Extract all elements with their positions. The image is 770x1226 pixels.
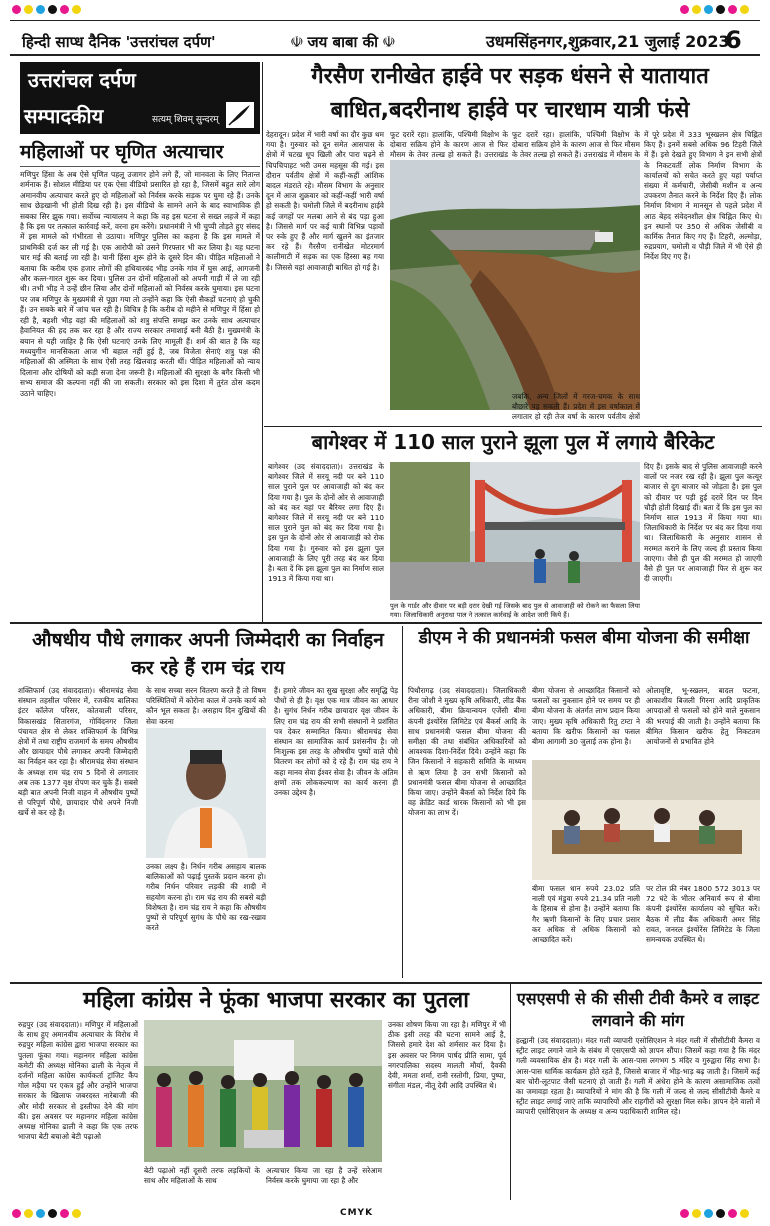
yellow-dot xyxy=(740,1209,749,1218)
yellow-dot xyxy=(72,1209,81,1218)
insurance-column-2-top: बीमा योजना से आच्छादित किसानों को फसलों का नुकसान होने पर समय पर ही बीमा योजना के अंतर्गत लाभ प्रदान किया जाए। मुख्य कृषि अधिकारी रितु टम्टा ने बताया कि खरीफ किसानों का फसल बीमा आगामी 30 जुलाई तक होना है। xyxy=(532,686,640,747)
landslide-photo xyxy=(390,160,640,410)
cyan-dot xyxy=(704,1209,713,1218)
masthead-bottom-rule xyxy=(10,54,760,56)
insurance-column-1: पिथौरागढ़ (उद संवाददाता)। जिलाधिकारी रीना जोशी ने मुख्य कृषि अधिकारी, लीड बैंक अधिकारी, बीमा क्रियान्वयन एजेंसी बीमा कंपनी इंश्योरेंस लिमिटेड एवं बैंकर्स आदि के साथ प्रधानमंत्री फसल बीमा योजना की समीक्षा की तथा संबंधित अधिकारियों को आवश्यक दिशा-निर्देश दिये। उन्होंने कहा कि जिन किसानों ने सहकारी समिति के माध्यम से ऋण लिया है उन सभी किसानों को प्रधानमंत्री फसल बीमा योजना से आच्छादित किया जाए। उन्होंने बैंकर्स को निर्देश दिये कि वह क्रेडिट कार्ड धारक किसानों को भी इस योजना का लाभ दें। xyxy=(408,686,526,818)
portrait-photo xyxy=(146,728,266,858)
herbal-column-1: शक्तिफार्म (उद संवाददाता)। श्रीरामचंद्र सेवा संस्थान तहसील परिसर में, रजकीय बालिका इंटर कॉलेज परिसर, कोतवाली परिसर, विकासखंड सितारगंज, गोविंदनगर जिला पंचायत क्षेत्र से लेकर शक्तिफार्म के विभिन्न क्षेत्रों में तथा राष्ट्रीय राजमार्ग के समय औषधीय और छायादार पौधे लगाकर अपनी जिम्मेदारी का निर्वहन कर रहा है। श्रीरामचंद्र सेवा संस्थान के अध्यक्ष राम चंद्र राय 5 दिनों से लगातार अब तक 1377 वृक्ष रोपण कर चुके हैं। सबसे बड़ी बात अपनी निजी वाहन में औषधीय पुष्पों से परिपूर्ण पौधे, छायादार पौधे अपने निजी खर्चे से कर रहे हैं। xyxy=(18,686,138,818)
insurance-column-2-bottom: बीमा फसल धान रुपये 23.02 प्रति नाली एवं मंडुवा रुपये 21.34 प्रति नाली के हिसाब से होना है। उन्होंने बताया कि गैर ऋणी किसानों के लिए प्रचार प्रसार कर अधिक से अधिक किसानों को आच्छादित करें। xyxy=(532,884,640,945)
yellow-dot xyxy=(692,5,701,14)
magenta-dot xyxy=(680,1209,689,1218)
dateline: उधमसिंहनगर,शुक्रवार,21 जुलाई 2023 xyxy=(486,32,730,51)
quill-pen-icon xyxy=(226,102,254,128)
magenta-dot xyxy=(728,5,737,14)
editorial-body: मणिपुर हिंसा के अब ऐसे घृणित पहलू उजागर होने लगे हैं, जो मानवता के लिए नितान्त शर्मनाक हैं। सोशल मीडिया पर एक ऐसा वीडियो प्रसारित हो रहा है, जिसमें बहुत सारे लोग अमानवीय अत्याचार करते हुए दो महिलाओं को निर्वस्त्र करके सड़क पर घुमा रहे हैं। उनके साथ छेड़खानी भी होती दिख रही है। इस वीडियो के सामने आने के बाद स्वाभाविक ही सबका सिर झुक गया। सर्वोच्च न्यायालय ने कहा कि वह इस घटना से सख्त लहजे में कहा है कि इस पर तत्काल कार्रवाई करें, वरना हम करेंगे। प्रधानमंत्री ने भी चुप्पी तोड़ते हुए संसद में इस मामले को गंभीरता से उठाया। मणिपुर पुलिस का कहना है कि इस मामले में प्राथमिकी दर्ज कर ली गई है। एक आरोपी को उसने गिरफ्तार भी कर लिया है। यह घटना चार मई की बताई जा रही है। यानी हिंसा शुरू होने के दूसरे दिन की। पीड़ित महिलाओं ने बताया कि करीब एक हजार लोगों की हथियारबंद भीड़ उनके गांव में घुस आई, आगजनी और कत्ल-गारत शुरू कर दिया। पुलिस उन दोनों महिलाओं को अपनी गाड़ी में ले जा रही थी। तभी भीड़ ने उन्हें छीन लिया और दोनों महिलाओं को निर्वस्त्र करके घुमाया। इस घटना पर जब मणिपुर के मुख्यमंत्री से पूछा गया तो उन्होंने कहा कि ऐसी सैकड़ों घटनाएं हो चुकी हैं। उन सबके बारे में जांच चल रही है। विचित्र है कि करीब दो महीने से मणिपुर में हिंसा हो रही है, बहशी भीड़ वहां की महिलाओं को शत्रु संपत्ति समझ कर उनके साथ अत्याचार हैवानियत की हद तक कर रहा है और राज्य सरकार तमाशाई बनी बैठी है। मुख्यमंत्री के बयान से यही जाहिर है कि ऐसी घटनाएं उनके लिए मामूली हैं। शर्म की बात है कि यह मध्ययुगीन मानसिकता आज भी बहाल नहीं हुई है, जब विजेता सेनाएं शत्रु पक्ष की महिलाओं की अस्मिता के साथ ऐसी तरह खिलवाड़ करती थीं। पीड़ित महिलाओं को न्याय दिलाना और दोषियों को कड़ी सजा देना जरूरी है। महिलाओं की सुरक्षा के बगैर किसी भी सभ्य समाज की कल्पना नहीं की जा सकती। सरकार को इस दिशा में तुरंत ठोस कदम उठाने चाहिए। xyxy=(20,166,260,663)
registration-dots-left xyxy=(12,1209,81,1219)
section-rule xyxy=(10,622,762,624)
bridge-column-4: दिए हैं। इसके बाद से पुलिस आवाजाही करने वालों पर नजर रख रही है। झूला पुल कत्यूर बाजार से दुग बाजार को जोड़ता है। इस पुल को दीवार पर पड़ी हुई दरारें दिन पर दिन चौड़ी होती दिखाई दीं। बता दें कि इस पुल का निर्माण साल 1913 में किया गया था। जिलाधिकारी के निर्देश पर बंद कर दिया गया था। जिलाधिकारी के अनुसार शासन से मरम्मत कराने के लिए जल्द ही प्रस्ताव किया जाएगा। जैसे ही पुल की मरम्मत हो जाएगी वैसे ही पुल पर आवाजाही फिर से शुरू कर दी जाएगी। xyxy=(644,462,762,584)
editorial-motto: सत्यम् शिवम् सुन्दरम् xyxy=(152,115,219,125)
editorial-headline: महिलाओं पर घृणित अत्याचार xyxy=(20,141,224,163)
herbal-column-2-top: के साथ सच्चा सरन वितरण करते हैं तो विषम परिस्थितियों में कोरोना काल में उनके कार्य को कौन भूल सकता है। असहाय दिन दुखियों की सेवा करना xyxy=(146,686,266,726)
column-divider xyxy=(402,626,403,978)
footer xyxy=(0,1202,770,1226)
cyan-dot xyxy=(36,5,45,14)
lead-column-2-bottom xyxy=(390,410,508,422)
black-dot xyxy=(716,5,725,14)
congress-column-1: रुद्रपुर (उद संवाददाता)। मणिपुर में महिलाओं के साथ हुए अमानवीय अत्याचार के विरोध में रुद्रपुर महिला कांग्रेस द्वारा भाजपा सरकार का पुतला फूंका गया। महानगर महिला कांग्रेस कमेटी की अध्यक्ष मोनिका ढाली के नेतृत्व में दर्जनों महिला कांग्रेस कार्यकर्ता ट्रांजिट कैंप गोल मड़ैया पर एकत्र हुईं और उन्होंने भाजपा सरकार के खिलाफ जबरदस्त नारेबाजी की और मोदी सरकार से इस्तीफा देने की मांग की। इस अवसर पर महानगर महिला कांग्रेस अध्यक्ष मोनिका ढाली ने कहा कि एक तरफ भाजपा बेटी बचाओ बेटी पढ़ाओ xyxy=(18,1020,138,1142)
insurance-column-3-top: ओलावृष्टि, भू-स्खलन, बादल फटना, आकाशीय बिजली गिरना आदि प्राकृतिक आपदाओं से फसलों को होने वाले नुकसान की भरपाई की जाती है। उन्होंने बताया कि बीमित किसान खरीफ हेतु निकटतम आयोजनों से प्रभावित होने xyxy=(646,686,760,747)
paper-name: हिन्दी साप्ध दैनिक 'उत्तरांचल दर्पण' xyxy=(22,33,216,51)
herbal-column-3: हैं। हमारे जीवन का सुख सुरक्षा और समृद्धि पेड़ पौधों से ही है। वृक्ष एक मात्र जीवन का आधार है। सुगंध निर्धन गरीब छायादार वृक्ष जीवन के लिए राम चंद्र राय की सभी संस्थानों ने प्रशंसित पत्र देकर सम्मानित किया। श्रीरामचंद्र सेवा संस्थान का सामाजिक कार्य प्रशंसनीय है। जो निःशुल्क इस तरह के औषधीय पुष्पों वाले पौधे वितरण कर लोगों को दे रहे हैं। राम चंद्र राय ने कहा मानव सेवा ईश्वर सेवा है। जीवन के अंतिम क्षणों तक लोककल्याण का कार्य करना ही उनका उद्देश्य है। xyxy=(274,686,398,798)
ssp-headline: एसएसपी से की सीसी टीवी कैमरे व लाइट लगवाने की मांग xyxy=(516,989,760,1030)
yellow-dot xyxy=(740,5,749,14)
herbal-column-2-bottom: उनका लक्ष्य है। निर्धन गरीब असहाय बालक बालिकाओं को पढ़ाई पुस्तकें प्रदान करना हो। गरीब निर्धन परिवार लड़की की शादी में सहयोग करना हो। राम चंद्र राय की सबसे बड़ी विशेषता है। राम चंद्र राय ने कहा कि औषधीय पुष्पों से परिपूर्ण सुगंध के पौधे का रख-रखाव करते xyxy=(146,862,266,933)
cyan-dot xyxy=(36,1209,45,1218)
magenta-dot xyxy=(728,1209,737,1218)
magenta-dot xyxy=(12,1209,21,1218)
magenta-dot xyxy=(60,1209,69,1218)
black-dot xyxy=(716,1209,725,1218)
yellow-dot xyxy=(24,5,33,14)
magenta-dot xyxy=(60,5,69,14)
lead-column-2-top: फूट दरारें रहा। हालांकि, पश्चिमी विक्षोभ के दोबारा सक्रिय होने के कारण आज से फिर मौसम के तेवर तल्ख हो सकते हैं। उत्तराखंड xyxy=(390,130,508,160)
lead-column-4: में पूरे प्रदेश में 333 भूस्खलन क्षेत्र चिह्नित किए हैं। इनमें सबसे अधिक 96 टिहरी जिले में हैं। इसे देखते हुए विभाग ने इन सभी क्षेत्रों के निकटवर्ती लोक निर्माण विभाग के कार्यालयों को सचेत करते हुए यहां पर्याप्त संख्या में कर्मचारी, जेसीबी मशीन व अन्य उपकरण तैनात करने के निर्देश दिए हैं। लोक निर्माण विभाग ने मानसून से पहले प्रदेश में आठ बेहद संवेदनशील क्षेत्र चिह्नित किए थे। इन स्थानों पर 350 से अधिक जेसीबी व कार्मिक तैनात किए गए हैं। टिहरी, अल्मोड़ा, रुद्रप्रयाग, चमोली व पौड़ी जिले में भी ऐसे ही निर्देश दिए गए हैं। xyxy=(644,130,762,262)
editorial-section-title: सम्पादकीय xyxy=(24,104,104,128)
yellow-dot xyxy=(72,5,81,14)
lead-column-1: देहरादून। प्रदेश में भारी वर्षा का दौर कुछ थम गया है। गुरुवार को दून समेत आसपास के क्षेत्रों में चटख धूप खिली और पारा चढ़ने से चिपचिपाहट भरी उमस महसूस की गई। इस दौरान पर्वतीय क्षेत्रों में कहीं-कहीं आंशिक बादल मंडराते रहे। मौसम विभाग के अनुसार दून में आज शुक्रवार को कहीं-कहीं भारी वर्षा हो सकती है। चमोली जिले में बदरीनाथ हाईवे कई जगहों पर मलबा आने से बंद पड़ा हुआ है। जिससे मार्ग पर कई यात्री विभिन्न पड़ावों पर रुके हुए हैं और मार्ग खुलने का इंतजार कर रहे हैं। गैरसैण रानीखेत मोटरमार्ग कालीमाटी में सड़क का एक हिस्सा बह गया है। जिससे यहां आवाजाही बाधित हो गई है। xyxy=(266,130,384,272)
landslide-image xyxy=(390,160,640,410)
masthead xyxy=(0,0,770,58)
editorial-paper-title: उत्तरांचल दर्पण xyxy=(28,68,136,92)
page-number: 6 xyxy=(725,26,742,54)
black-dot xyxy=(48,1209,57,1218)
congress-column-2b-bottom: अत्याचार किया जा रहा है उन्हें सरेआम निर्वस्त्र करके घुमाया जा रहा है और xyxy=(266,1166,382,1186)
registration-dots-right xyxy=(680,5,749,15)
trishul-icon: ☫ xyxy=(382,33,396,51)
meeting-image xyxy=(532,760,760,880)
yellow-dot xyxy=(692,1209,701,1218)
slogan: ☫ जय बाबा की ☫ xyxy=(290,33,396,51)
trishul-icon: ☫ xyxy=(290,33,304,51)
lead-headline: गैरसैण रानीखेत हाईवे पर सड़क धंसने से यातायात बाधित,बदरीनाथ हाईवे पर चारधाम यात्री फंसे xyxy=(311,64,709,123)
portrait-image xyxy=(146,728,266,858)
column-divider xyxy=(262,62,263,622)
herbal-headline: औषधीय पौधे लगाकर अपनी जिम्मेदारी का निर्वाहन कर रहे हैं राम चंद्र राय xyxy=(32,629,384,679)
registration-dots-right xyxy=(680,1209,749,1219)
bridge-headline: बागेश्वर में 110 साल पुराने झूला पुल में लगाये बैरिकेट xyxy=(311,430,715,454)
section-rule xyxy=(264,426,762,427)
lead-column-3-bottom: जबकि, अन्य जिलों में गरज-चमक के साथ बौछारें पड़ सकती हैं। प्रदेश में इस वर्षाकाल में लगातार हो रही तेज वर्षा के कारण पर्वतीय क्षेत्रों xyxy=(512,392,640,422)
ssp-body: हल्द्वानी (उद संवाददाता)। मंदर गली व्यापारी एसोसिएशन ने मंदर गली में सीसीटीवी कैमरा व स्ट्रीट लाइट लगाने जाने के संबंध में एसएसपी को ज्ञापन सौंपा। जिसमें कहा गया है कि मंदर गली व्यवसायिक क्षेत्र है। मंदर गली के आस-पास लगभग 5 मंदिर व गुरुद्वारा सिंह सभा है। आस-पास धार्मिक कार्यक्रम होते रहते हैं, जिससे बाजार में भीड़-भाड़ बढ़ जाती है। जिसमें कई बार चोरी-लूटपाट जैसी घटनाएं हो जाती हैं। गली में अंधेरा होने के कारण असामाजिक तत्वों का जमावड़ा रहता है। व्यापारियों ने मांग की है कि गली में जल्द से जल्द सीसीटीवी कैमरे व स्ट्रीट लाइट लगाई जाएं ताकि व्यापारियों और राहगीरों को सुरक्षा मिल सके। ज्ञापन देने वालों में व्यापारी एसोसिएशन के अध्यक्ष व अन्य पदाधिकारी शामिल रहे। xyxy=(516,1036,760,1117)
masthead-top-rule xyxy=(10,20,760,21)
editorial-column xyxy=(20,62,260,663)
insurance-headline: डीएम ने की प्रधानमंत्री फसल बीमा योजना की समीक्षा xyxy=(418,628,750,648)
black-dot xyxy=(48,5,57,14)
congress-headline: महिला कांग्रेस ने फूंका भाजपा सरकार का पुतला xyxy=(83,988,469,1013)
footer-cmyk: CMYK xyxy=(340,1208,374,1218)
bridge-photo xyxy=(390,462,640,600)
congress-column-3: उनका शोषण किया जा रहा है। मणिपुर में भी ठीक इसी तरह की घटना सामने आई है, जिससे हमारे देश को शर्मसार कर दिया है। इस अवसर पर निगम पार्षद प्रीति सामा, पूर्व नगरपालिका सदस्य मालती मौर्या, दैवकी देवी, ममता शर्मा, रानी रस्तोगी, प्रिया, पुष्पा, संगीता मंडल, नीतू देवी आदि उपस्थित थे। xyxy=(388,1020,506,1091)
protest-image xyxy=(144,1020,382,1162)
bridge-caption: पुल के गार्डर और दीवार पर बड़ी दरार देखी गई जिसके बाद पुल से आवाजाही को रोकने का फैसला लिया गया। जिलाधिकारी अनुराधा पाल ने तत्काल कार्रवाई के आदेश जारी किये हैं। xyxy=(390,602,640,620)
magenta-dot xyxy=(12,5,21,14)
registration-dots-left xyxy=(12,5,81,15)
bridge-column-1: बागेश्वर (उद संवाददाता)। उत्तराखंड के बागेश्वर जिले में सरयू नदी पर बने 110 साल पुराने पुल पर आवाजाही को बंद कर दिया गया है। पुल के दोनों ओर से आवाजाही को बंद कर यहां पर बैरियर लगा दिए हैं। बागेश्वर जिले में सरयू नदी पर बने 110 साल पुराने पुल को बंद कर दिया गया है। इस पुल के दोनों ओर से आवाजाही को रोक दिया गया है। गुरुवार को इस झूला पुल आवाजाही के लिए पूरी तरह बंद कर दिया है। बता दें कि इस झूला पुल का निर्माण साल 1913 में किया गया था। xyxy=(268,462,384,584)
meeting-photo xyxy=(532,760,760,880)
protest-photo xyxy=(144,1020,382,1162)
yellow-dot xyxy=(24,1209,33,1218)
cyan-dot xyxy=(704,5,713,14)
column-divider xyxy=(510,984,511,1200)
congress-column-2-bottom: बेटी पढ़ाओ नहीं दूसरी तरफ लड़कियों के साथ और महिलाओं के साथ xyxy=(144,1166,260,1186)
magenta-dot xyxy=(680,5,689,14)
editorial-banner xyxy=(20,62,260,134)
bridge-image xyxy=(390,462,640,600)
insurance-column-3-bottom: पर टोल फ्री नंबर 1800 572 3013 पर 72 घंटे के भीतर अनिवार्य रूप से बीमा कंपनी इंश्योरेंस कार्यालय को सूचित करें। बैठक में लीड बैंक अधिकारी अमर सिंह रावत, जनरल इंश्योरेंस लिमिटेड के जिला समन्वयक उपस्थित थे। xyxy=(646,884,760,945)
lead-column-3: फूट दरारें रहा। हालांकि, पश्चिमी विक्षोभ के दोबारा सक्रिय होने के कारण आज से फिर मौसम के तेवर तल्ख हो सकते हैं। उत्तराखंड में मौसम के xyxy=(512,130,640,160)
